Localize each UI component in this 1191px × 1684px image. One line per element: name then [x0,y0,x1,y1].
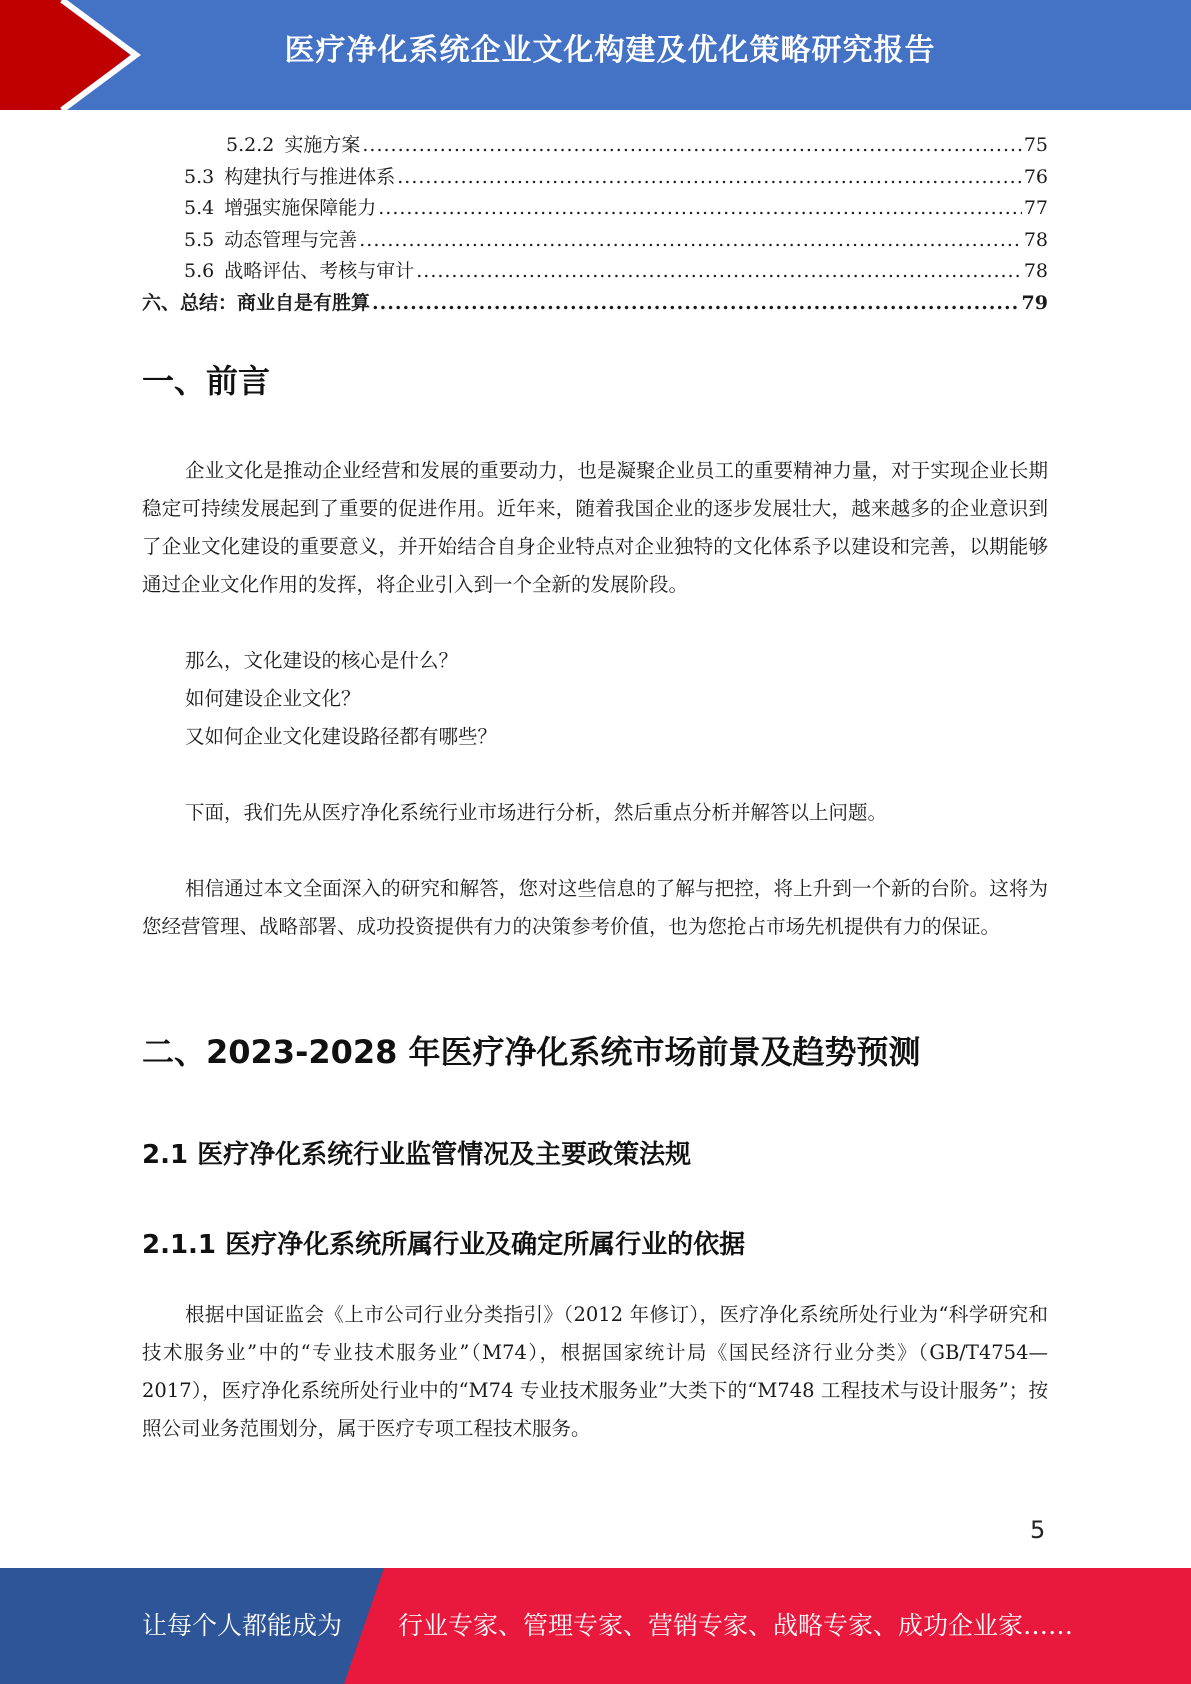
toc-leader-dots [372,292,1020,314]
toc-entry[interactable] [142,162,1048,194]
footer-slogan-left: 让每个人都能成为 [142,1611,343,1640]
report-title: 医疗净化系统企业文化构建及优化策略研究报告 [284,33,936,68]
red-chevron-decoration [0,0,160,110]
toc-entry-page: 76 [1023,165,1048,188]
toc-entry-number: 5.3 [184,165,215,188]
question-line: 又如何企业文化建设路径都有哪些？ [185,725,498,748]
toc-entry-page: 78 [1023,260,1048,282]
toc-entry-number: 5.6 [184,260,215,282]
toc-entry[interactable] [142,288,1048,320]
toc-entry[interactable] [142,225,1048,257]
header-banner [0,0,1191,110]
toc-leader-dots [378,197,1022,219]
toc-entry[interactable] [142,193,1048,225]
section-heading-2-1-1: 2.1.1 医疗净化系统所属行业及确定所属行业的依据 [142,1230,746,1260]
toc-entry-title: 实施方案 [284,134,361,156]
question-line: 那么，文化建设的核心是什么？ [185,649,459,672]
toc-entry-title: 六、总结：商业自是有胜算 [142,291,371,314]
toc-leader-dots [416,260,1022,282]
section-2-1-1-paragraph: 根据中国证监会《上市公司行业分类指引》（2012 年修订），医疗净化系统所处行业为“科学研究和技术服务业”中的“专业技术服务业”（M74），根据国家统计局《国民经济行业分类》（GB/T4754—2017），医疗净化系统所处行业中的“M74 专业技术服务业”大类下的“M748 工程技术与设计服务”；按照公司业务范围划分，属于医疗专项工程技术服务。 [142,1303,1048,1440]
toc-leader-dots [362,134,1021,156]
toc-entry-title: 战略评估、考核与审计 [224,260,415,282]
section-heading-preface: 一、前言 [142,362,271,400]
preface-paragraph-2: 下面，我们先从医疗净化系统行业市场进行分析，然后重点分析并解答以上问题。 [185,801,888,824]
toc-entry-number: 5.4 [184,197,215,219]
footer-slogan-right: 行业专家、管理专家、营销专家、战略专家、成功企业家…… [398,1611,1074,1640]
toc-entry-page: 78 [1023,228,1048,251]
toc-entry-number: 5.2.2 [226,134,275,156]
toc-entry[interactable] [142,130,1048,162]
question-line: 如何建设企业文化？ [185,687,361,710]
toc-leader-dots [397,166,1022,188]
toc-entry-page: 75 [1023,134,1048,156]
toc-entry-title: 增强实施保障能力 [224,197,377,219]
table-of-contents [142,130,1048,319]
toc-leader-dots [359,229,1022,251]
toc-entry-page: 77 [1023,197,1048,219]
toc-entry-title: 动态管理与完善 [224,228,358,251]
preface-paragraph-1: 企业文化是推动企业经营和发展的重要动力，也是凝聚企业员工的重要精神力量，对于实现企业长期稳定可持续发展起到了重要的促进作用。近年来，随着我国企业的逐步发展壮大，越来越多的企业意识到了企业文化建设的重要意义，并开始结合自身企业特点对企业独特的文化体系予以建设和完善，以期能够通过企业文化作用的发挥，将企业引入到一个全新的发展阶段。 [142,459,1048,596]
toc-entry-number: 5.5 [184,228,215,251]
chapter-heading-2: 二、2023-2028 年医疗净化系统市场前景及趋势预测 [142,1033,921,1071]
toc-entry[interactable] [142,256,1048,288]
preface-paragraph-3: 相信通过本文全面深入的研究和解答，您对这些信息的了解与把控，将上升到一个新的台阶。这将为您经营管理、战略部署、成功投资提供有力的决策参考价值，也为您抢占市场先机提供有力的保证。 [142,877,1048,938]
toc-entry-title: 构建执行与推进体系 [224,165,396,188]
page-number: 5 [1030,1516,1046,1544]
toc-entry-page: 79 [1021,291,1048,314]
section-heading-2-1: 2.1 医疗净化系统行业监管情况及主要政策法规 [142,1140,692,1170]
footer-banner [0,1568,1191,1684]
